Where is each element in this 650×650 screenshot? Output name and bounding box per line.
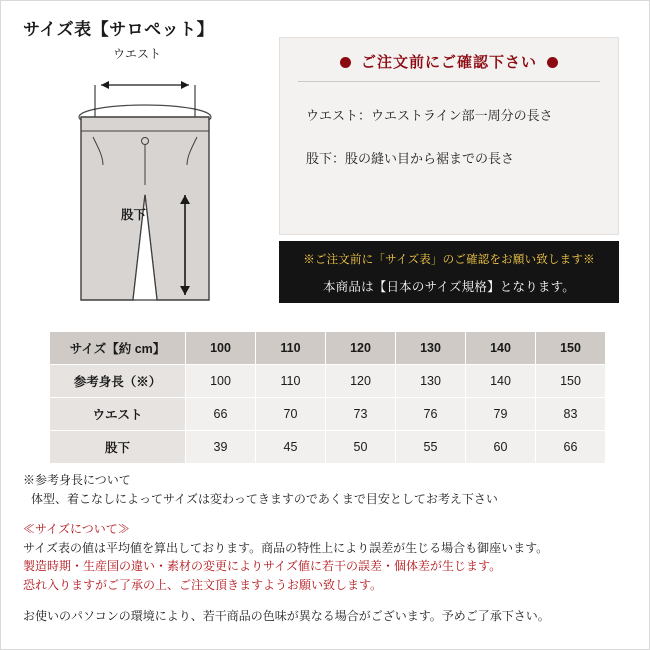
size-table-header-cell: 150 bbox=[536, 332, 606, 365]
attention-band-line-2: 本商品は【日本のサイズ規格】となります。 bbox=[322, 280, 575, 294]
footnote-line: サイズ表の値は平均値を算出しております。商品の特性上により誤差が生じる場合も御座います。 bbox=[23, 540, 549, 555]
table-cell: 120 bbox=[326, 365, 396, 398]
size-table-header-cell: 110 bbox=[256, 332, 326, 365]
attention-band-line-1: ※ご注文前に「サイズ表」のご確認をお願い致します※ bbox=[303, 254, 595, 266]
table-cell: 83 bbox=[536, 398, 606, 431]
footnote-line: 体型、着こなしによってサイズは変わってきますのであくまで目安としてお考え下さい bbox=[31, 491, 498, 506]
row-label: 参考身長（※） bbox=[50, 365, 186, 398]
row-label: ウエスト bbox=[50, 398, 186, 431]
footnote-line: 製造時期・生産国の違い・素材の変更によりサイズ値に若干の誤差・個体差が生じます。 bbox=[23, 559, 502, 574]
size-table-header-cell: サイズ【約 cm】 bbox=[50, 332, 186, 365]
table-cell: 110 bbox=[256, 365, 326, 398]
table-cell: 100 bbox=[186, 365, 256, 398]
table-row bbox=[50, 398, 606, 431]
table-row bbox=[50, 365, 606, 398]
table-cell: 66 bbox=[536, 431, 606, 464]
table-cell: 55 bbox=[396, 431, 466, 464]
pants-illustration bbox=[33, 45, 263, 320]
table-cell: 66 bbox=[186, 398, 256, 431]
attention-band bbox=[279, 241, 619, 303]
table-cell: 70 bbox=[256, 398, 326, 431]
table-cell: 130 bbox=[396, 365, 466, 398]
footnote-line: ≪サイズについて≫ bbox=[23, 522, 130, 537]
size-table-header-cell: 140 bbox=[466, 332, 536, 365]
notice-line-inseam: 股下：股の縫い目から裾までの長さ bbox=[306, 150, 515, 166]
size-table-header-row bbox=[50, 332, 606, 365]
footnote-spacer bbox=[23, 508, 633, 520]
table-row bbox=[50, 431, 606, 464]
page-title: サイズ表【サロペット】 bbox=[23, 20, 215, 39]
table-cell: 73 bbox=[326, 398, 396, 431]
footnotes bbox=[23, 471, 633, 625]
notice-heading bbox=[280, 38, 618, 72]
bullet-dot-left-icon bbox=[340, 57, 351, 68]
table-cell: 39 bbox=[186, 431, 256, 464]
table-cell: 50 bbox=[326, 431, 396, 464]
table-cell: 76 bbox=[396, 398, 466, 431]
footnote-line: お使いのパソコンの環境により、若干商品の色味が異なる場合がございます。予めご了承下さい。 bbox=[23, 608, 550, 623]
table-cell: 45 bbox=[256, 431, 326, 464]
size-table-wrapper bbox=[49, 331, 605, 464]
table-cell: 140 bbox=[466, 365, 536, 398]
size-table-header-cell: 100 bbox=[186, 332, 256, 365]
row-label: 股下 bbox=[50, 431, 186, 464]
footnote-line: ※参考身長について bbox=[23, 473, 131, 487]
inseam-label: 股下 bbox=[121, 208, 147, 222]
table-cell: 79 bbox=[466, 398, 536, 431]
notice-panel bbox=[279, 37, 619, 235]
notice-body bbox=[280, 82, 618, 168]
pants-illustration-svg bbox=[33, 45, 263, 320]
table-cell: 60 bbox=[466, 431, 536, 464]
table-cell: 150 bbox=[536, 365, 606, 398]
size-table bbox=[49, 331, 606, 464]
size-table-header-cell: 120 bbox=[326, 332, 396, 365]
notice-line-waist: ウエスト：ウエストライン部一周分の長さ bbox=[306, 108, 553, 123]
waist-label: ウエスト bbox=[113, 47, 162, 61]
footnote-line: 恐れ入りますがご了承の上、ご注文頂きますようお願い致します。 bbox=[23, 577, 383, 592]
footnote-spacer bbox=[23, 595, 633, 607]
bullet-dot-right-icon bbox=[547, 57, 558, 68]
size-table-header-cell: 130 bbox=[396, 332, 466, 365]
notice-heading-text: ご注文前にご確認下さい bbox=[360, 54, 537, 71]
